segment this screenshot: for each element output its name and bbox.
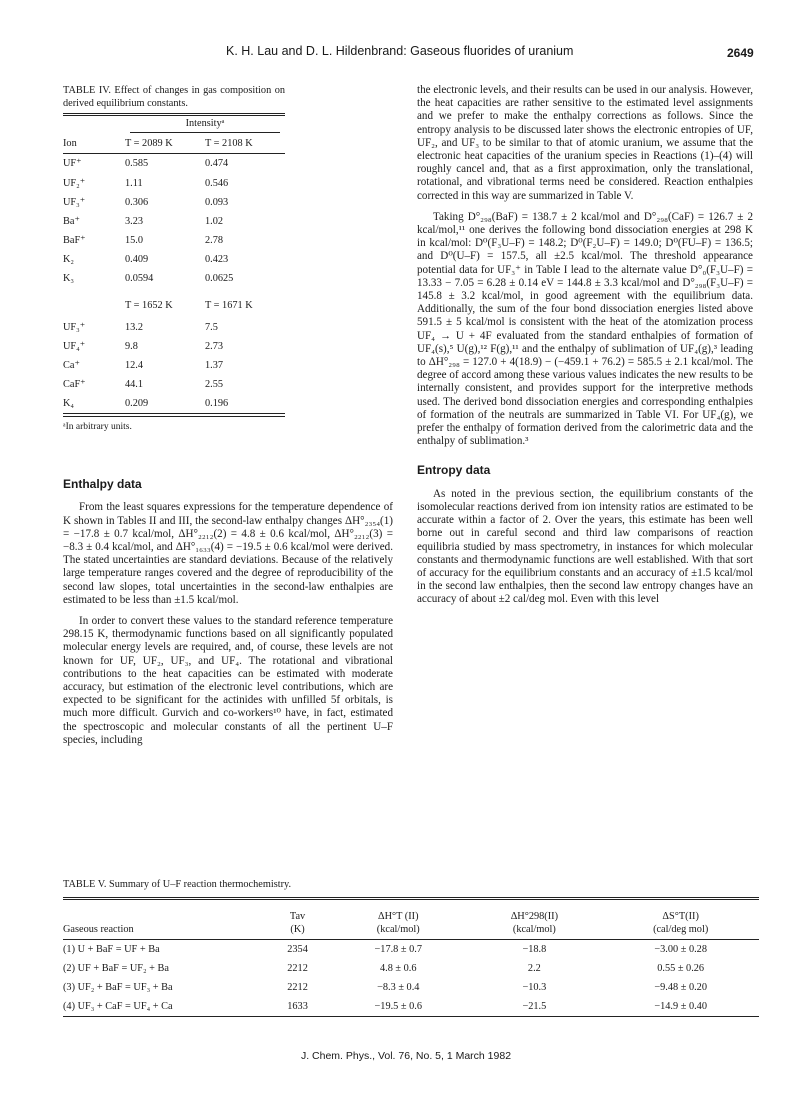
running-header [0,44,812,64]
value-cell: 0.196 [205,394,285,414]
left-column [63,84,393,747]
value-cell: 44.1 [125,378,144,390]
entropy-heading: Entropy data [417,463,491,478]
value-cell: 1.37 [205,359,224,371]
table-row [63,337,285,356]
col-ion-header: Ion [63,134,125,154]
col-header: Tav [289,911,306,922]
ion-cell: K₄ [63,394,125,414]
temp-header: T = 2108 K [205,134,285,154]
table-row [63,154,285,175]
value-cell: −10.3 [522,982,547,993]
reaction-cell: (2) UF + BaF = UF₂ + Ba [63,963,169,974]
reaction-cell: (3) UF₂ + BaF = UF₃ + Ba [63,982,173,993]
value-cell: −3.00 ± 0.28 [654,944,707,955]
reaction-cell: (4) UF₃ + CaF = UF₄ + Ca [63,997,265,1017]
value-cell: 13.2 [125,321,144,333]
value-cell: −18.8 [522,944,547,955]
right-paragraph-2: Taking D°₂₉₈(BaF) = 138.7 ± 2 kcal/mol and D°₂₉₈(CaF) = 126.7 ± 2 kcal/mol,¹¹ one derives the following bond dissociation energies at 298 K in kcal/mol: D⁰(F₃U–F) = 148.2; D⁰(F₂U–F) = 149.0; D⁰(FU–F) = 136.5; and D⁰(U–F) = 157.5, all ±2.5 kcal/mol. The threshold appearance potential data for UF₃⁺ in Table I lead to the alternate value D°₀(F₃U–F) = 13.33 − 7.05 = 6.28 ± 0.14 eV = 144.8 ± 3.3 kcal/mol and D°₂₉₈(F₃U–F) = 145.8 ± 3.2 kcal/mol, in good agreement with the equilibrium data. Additionally, the sum of the four bond dissociation energies listed above 591.5 ± 5 kcal/mol is consistent with the heat of the atomization process UF₄ → U + 4F evaluated from the standard enthalpies of formation of UF₄(s),⁵ U(g),¹² F(g),¹¹ and the enthalpy of sublimation of UF₄(g),³ leading to ΔH°₂₉₈ = 127.0 + 4(18.9) − (−459.1 + 76.2) = 585.5 ± 2.1 kcal/mol. The degree of accord among these various values indicates the new results to be internally consistent, and provides support for the interpretive methods used. The derived bond dissociation energies and corresponding enthalpies of formation of the neutrals are summarized in Table VI. For UF₄(g), we prefer the enthalpy of formation derived from the calorimetric data and the enthalpy of sublimation.³ [417,210,753,448]
col-header: (kcal/mol) [466,923,602,940]
table-row [63,356,285,375]
ion-cell: UF⁺ [63,158,82,170]
ion-cell: UF₃⁺ [63,196,86,208]
value-cell: 2.73 [205,340,224,352]
table-row [63,212,285,231]
journal-footer: J. Chem. Phys., Vol. 76, No. 5, 1 March 1982 [300,1050,512,1062]
table-row [63,375,285,394]
value-cell: 7.5 [205,321,218,333]
temp-header: T = 1671 K [205,300,253,312]
ion-cell: Ca⁺ [63,359,80,371]
value-cell: 4.8 ± 0.6 [379,963,417,974]
table4-grid [63,116,285,414]
table-row [63,231,285,250]
ion-cell: BaF⁺ [63,234,86,246]
value-cell: 0.0625 [205,272,234,284]
value-cell: 0.55 ± 0.26 [657,963,705,974]
col-header: ΔS°T(II) [662,911,699,922]
table4 [63,84,285,434]
ion-cell: K₂ [63,253,75,265]
value-cell: −8.3 ± 0.4 [377,982,420,993]
table-row [63,269,285,288]
table4-title: TABLE IV. Effect of changes in gas composition on derived equilibrium constants. [63,85,285,109]
table5-grid [63,906,759,1017]
right-column [417,84,753,607]
value-cell: 1633 [265,997,330,1017]
value-cell: 2.2 [527,963,541,974]
col-header: (K) [265,923,330,940]
reaction-cell: (1) U + BaF = UF + Ba [63,944,160,955]
value-cell: 1.11 [125,177,143,189]
enthalpy-paragraph-1: From the least squares expressions for the temperature dependence of K shown in Tables II and III, the second-law enthalpy changes ΔH°₂₃₅₄(1) = −17.8 ± 0.7 kcal/mol, ΔH°₂₂₁₂(2) = 4.8 ± 0.6 kcal/mol, ΔH°₂₂₁₂(3) = −8.3 ± 0.4 kcal/mol, and ΔH°₁₆₃₃(4) = −19.5 ± 0.6 kcal/mol were derived. The stated uncertainties are standard deviations. Because of the relatively large temperature ranges covered and the degree of reproducibility of the second law slopes, total uncertainties in the second-law enthalpies are estimated to be less than ±1.5 kcal/mol. [63,501,393,606]
table-row [63,250,285,269]
value-cell: 0.474 [205,158,229,170]
col-header: (kcal/mol) [330,923,466,940]
entropy-paragraph: As noted in the previous section, the equilibrium constants of the isomolecular reactions derived from ion intensity ratios are estimated to be accurate within a factor of 2. Over the years, this estimate has been well borne out in careful second and third law comparisons of reaction equilibria studied by mass spectrometry, in instances for which molecular constants and thermodynamic functions are well established. With that sort of accuracy for the equilibrium constants and an accuracy of ±1.5 kcal/mol in the second law enthalpies, then the second law entropy changes have an accuracy of about ±2 cal/deg mol. Even with this level [417,487,753,606]
value-cell: 12.4 [125,359,144,371]
value-cell: −14.9 ± 0.40 [602,997,759,1017]
ion-cell: UF₂⁺ [63,177,86,189]
value-cell: 2.78 [205,234,224,246]
value-cell: 0.423 [205,253,229,265]
table-row [63,174,285,193]
table-row [63,978,759,997]
value-cell: 0.0594 [125,272,154,284]
table-row [63,940,759,960]
enthalpy-heading: Enthalpy data [63,477,142,492]
ion-cell: UF₄⁺ [63,340,86,352]
value-cell: −9.48 ± 0.20 [654,982,707,993]
col-header: Gaseous reaction [63,923,265,940]
running-head-text: K. H. Lau and D. L. Hildenbrand: Gaseous fluorides of uranium [226,44,574,58]
value-cell: −19.5 ± 0.6 [330,997,466,1017]
right-paragraph-1: the electronic levels, and their results can be used in our analysis. However, the heat capacities are rather sensitive to the estimated level assignments and we prefer to make the enthalpy corrections as follows. Since the entropy analysis to be discussed later shows the electronic entropies of UF, UF₂, and UF₃ to be similar to that of atomic uranium, we assume that the electronic heat capacities of the uranium species in Reactions (1)–(4) will roughly cancel and, that as a first approximation, only the translational, rotational, and vibrational terms need be considered. Reaction enthalpies corrected in this way are summarized in Table V. [417,84,753,202]
col-header: (cal/deg mol) [602,923,759,940]
value-cell: 0.585 [125,158,149,170]
table5-title: TABLE V. Summary of U–F reaction thermochemistry. [63,879,292,890]
value-cell: 0.209 [125,394,205,414]
value-cell: 2.55 [205,378,224,390]
ion-cell: CaF⁺ [63,378,86,390]
value-cell: −21.5 [466,997,602,1017]
col-header: ΔH°298(II) [510,911,559,922]
value-cell: 2212 [287,963,308,974]
temp-header: T = 2089 K [125,134,205,154]
table-row [63,394,285,414]
value-cell: 2212 [287,982,308,993]
ion-cell: K₃ [63,272,75,284]
value-cell: −17.8 ± 0.7 [374,944,422,955]
table-row [63,959,759,978]
value-cell: 1.02 [205,215,224,227]
table-row [63,318,285,337]
temp-header: T = 1652 K [125,300,173,312]
col-header: ΔH°T (II) [377,911,419,922]
ion-cell: UF₃⁺ [63,321,86,333]
value-cell: 0.409 [125,253,149,265]
value-cell: 9.8 [125,340,138,352]
value-cell: 0.546 [205,177,229,189]
value-cell: 0.093 [205,196,229,208]
table-row [63,997,759,1017]
value-cell: 2354 [287,944,308,955]
value-cell: 0.306 [125,196,149,208]
value-cell: 15.0 [125,234,144,246]
table-row [63,193,285,212]
enthalpy-paragraph-2: In order to convert these values to the standard reference temperature 298.15 K, thermodynamic functions based on all significantly populated molecular energy levels are required, and, of course, these levels are not known for UF, UF₂, UF₃, and UF₄. The rotational and vibrational contributions to the heat capacities can be estimated with moderate accuracy, but estimation of the electronic level contributions, which are expected to be significant for the actinides with unfilled 5f orbitals, is much more difficult. Gurvich and co-workers¹⁰ have, in fact, estimated the spectroscopic and molecular constants of all the pertinent U–F species, including [63,615,393,746]
table5-top-rule [63,897,759,900]
table5 [63,878,763,1017]
table4-footnote: ᵃIn arbitrary units. [63,422,132,432]
table4-bottom-rule [63,416,285,417]
value-cell: 3.23 [125,215,144,227]
ion-cell: Ba⁺ [63,215,80,227]
page-number: 2649 [727,46,754,60]
intensity-header: Intensityᵃ [130,117,280,133]
col-header [63,906,265,923]
